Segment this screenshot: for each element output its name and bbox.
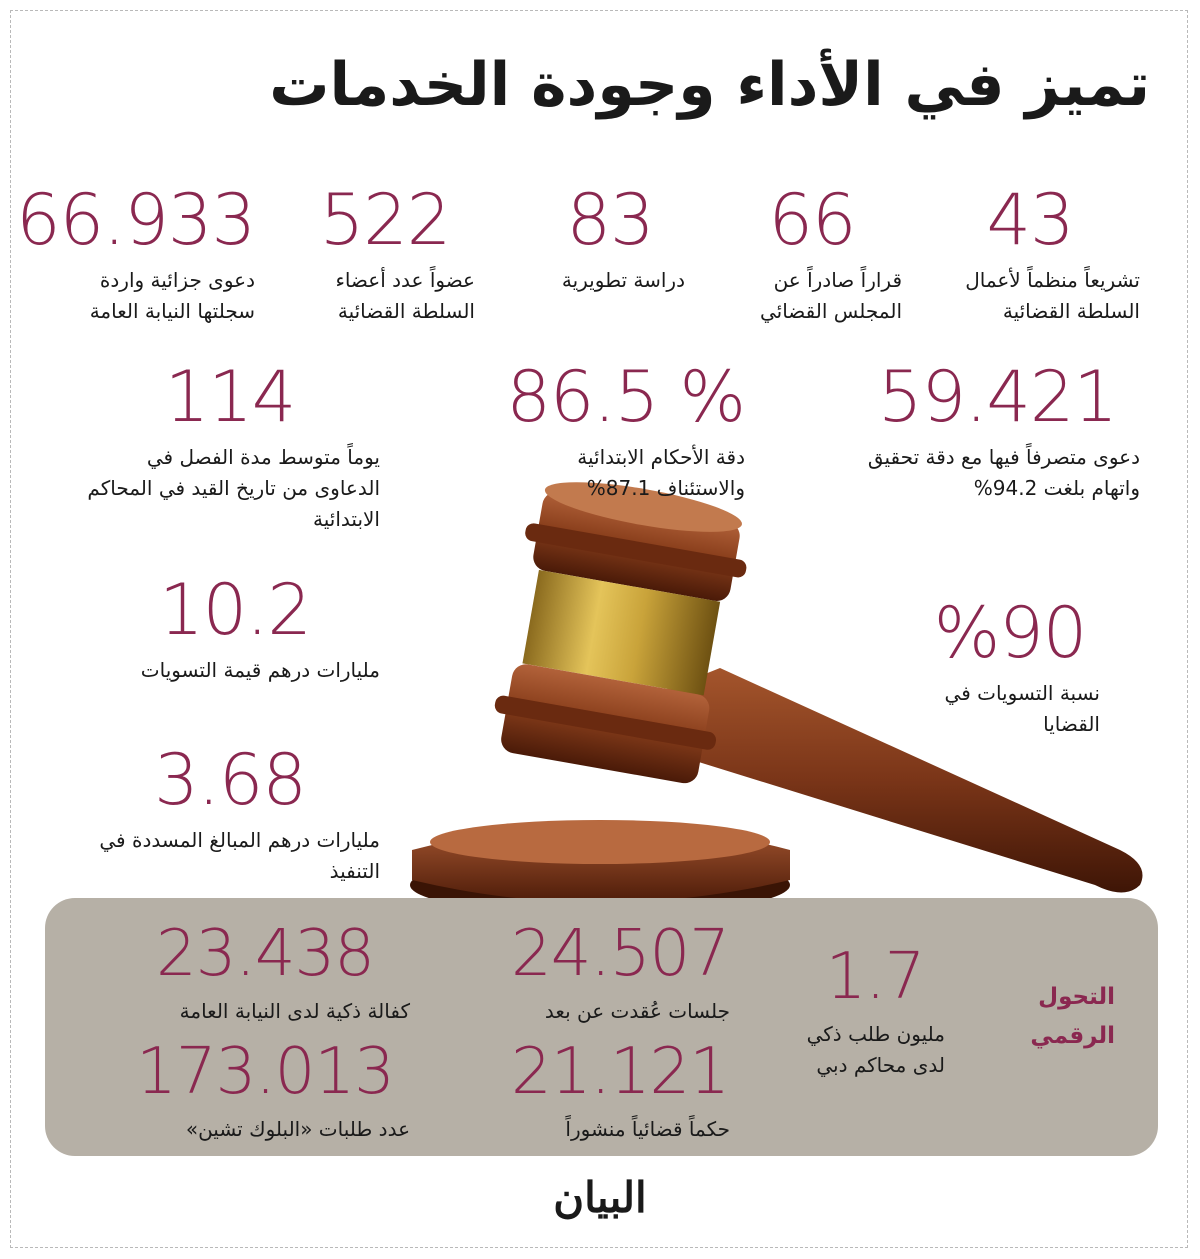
stat-number: %90 [933, 592, 1087, 674]
stat-development-studies [535, 179, 685, 296]
stat-number: 66.933 [16, 179, 255, 261]
stat-label: دراسة تطويرية [561, 268, 685, 292]
stat-number: 59.421 [878, 356, 1117, 438]
stat-number: 24.507 [511, 917, 729, 991]
stat-label: قراراً صادراً عن المجلس القضائي [759, 268, 902, 323]
stat-number: 522 [319, 179, 451, 261]
stat-label: عدد طلبات «البلوك تشين» [185, 1117, 410, 1141]
stat-number: 10.2 [159, 569, 311, 651]
stat-remote-sessions [510, 917, 730, 1027]
stat-number: 114 [164, 356, 296, 438]
stat-council-decisions [722, 179, 902, 327]
albayan-logo: البيان [553, 1173, 647, 1222]
stat-number: 23.438 [156, 917, 374, 991]
stat-number: 43 [986, 179, 1074, 261]
stat-label: جلسات عُقدت عن بعد [544, 999, 730, 1023]
stat-number: 83 [566, 179, 654, 261]
stat-label: دقة الأحكام الابتدائية والاستئناف 87.1% [577, 445, 745, 500]
stat-published-rulings [510, 1035, 730, 1145]
stat-legislations [920, 179, 1140, 327]
stat-label: مليون طلب ذكي لدى محاكم دبي [806, 1022, 945, 1077]
stat-label: مليارات درهم المبالغ المسددة في التنفيذ [99, 828, 380, 883]
stat-label: نسبة التسويات في القضايا [944, 681, 1100, 736]
stat-number: 66 [768, 179, 856, 261]
stat-disposed-cases [855, 356, 1140, 504]
stat-settlement-rate [920, 592, 1100, 740]
stat-number: 1.7 [825, 940, 925, 1014]
stat-number: 21.121 [511, 1035, 729, 1109]
stat-smart-requests [805, 940, 945, 1081]
stat-label: يوماً متوسط مدة الفصل في الدعاوى من تاريخ القيد في المحاكم الابتدائية [87, 445, 380, 531]
stat-label: حكماً قضائياً منشوراً [565, 1117, 730, 1141]
stat-label: دعوى متصرفاً فيها مع دقة تحقيق واتهام بلغت 94.2% [867, 445, 1140, 500]
stat-label: كفالة ذكية لدى النيابة العامة [179, 999, 410, 1023]
stat-number: 173.013 [136, 1035, 394, 1109]
stat-label: مليارات درهم قيمة التسويات [140, 658, 380, 682]
stat-execution-amounts [80, 739, 380, 887]
digital-transformation-title: التحول الرقمي [1030, 984, 1115, 1050]
stat-label: تشريعاً منظماً لأعمال السلطة القضائية [965, 268, 1140, 323]
gavel-base-top [430, 820, 770, 864]
stat-ruling-accuracy [506, 356, 745, 504]
stat-judicial-members [295, 179, 475, 327]
stat-label: دعوى جزائية واردة سجلتها النيابة العامة [89, 268, 255, 323]
stat-smart-bail [120, 917, 410, 1027]
stat-number: % 86.5 [506, 356, 745, 438]
stat-label: عضواً عدد أعضاء السلطة القضائية [335, 268, 475, 323]
stat-settlement-value [90, 569, 380, 686]
stat-number: 3.68 [154, 739, 306, 821]
stat-average-days [80, 356, 380, 535]
stat-criminal-cases [16, 179, 255, 327]
page-title: تميز في الأداء وجودة الخدمات [269, 50, 1150, 120]
stat-blockchain-requests [120, 1035, 410, 1145]
